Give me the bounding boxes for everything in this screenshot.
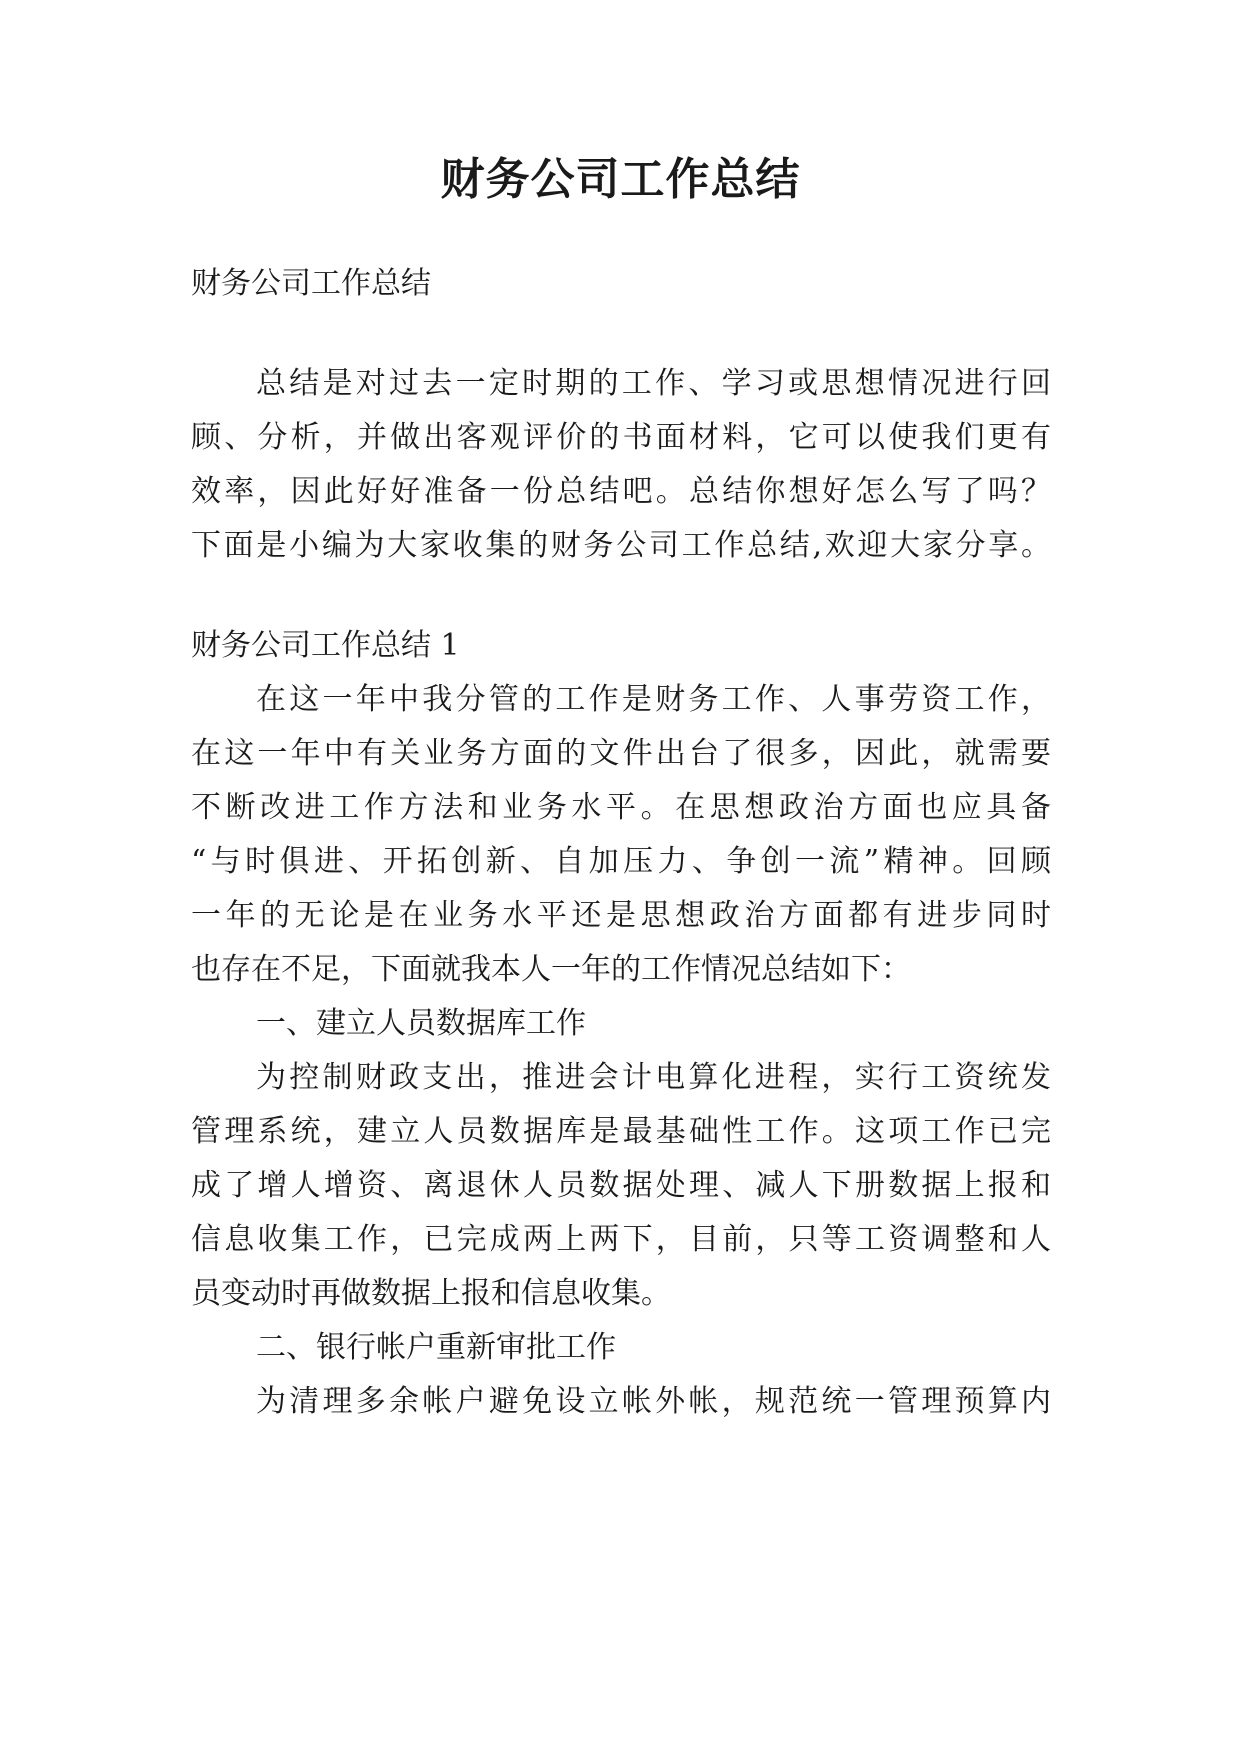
- intro-line: 下面是小编为大家收集的财务公司工作总结,欢迎大家分享。: [191, 528, 1051, 563]
- body-line: 管理系统，建立人员数据库是最基础性工作。这项工作已完: [191, 1114, 1051, 1149]
- body-line: 在这一年中我分管的工作是财务工作、人事劳资工作，: [256, 682, 1051, 717]
- section-heading: 财务公司工作总结 1: [191, 628, 460, 663]
- body-line: 为清理多余帐户避免设立帐外帐，规范统一管理预算内: [256, 1384, 1051, 1419]
- item-heading: 一、建立人员数据库工作: [256, 1006, 586, 1041]
- body-line: “与时俱进、开拓创新、自加压力、争创一流”精神。回顾: [191, 844, 1051, 879]
- intro-line: 总结是对过去一定时期的工作、学习或思想情况进行回: [256, 366, 1051, 401]
- intro-line: 顾、分析，并做出客观评价的书面材料，它可以使我们更有: [191, 420, 1051, 455]
- body-line: 也存在不足，下面就我本人一年的工作情况总结如下：: [191, 952, 911, 987]
- intro-line: 效率，因此好好准备一份总结吧。总结你想好怎么写了吗？: [191, 474, 1051, 509]
- body-line: 为控制财政支出，推进会计电算化进程，实行工资统发: [256, 1060, 1051, 1095]
- body-line: 在这一年中有关业务方面的文件出台了很多，因此，就需要: [191, 736, 1051, 771]
- body-line: 信息收集工作，已完成两上两下，目前，只等工资调整和人: [191, 1222, 1051, 1257]
- body-line: 成了增人增资、离退休人员数据处理、减人下册数据上报和: [191, 1168, 1051, 1203]
- body-line: 一年的无论是在业务水平还是思想政治方面都有进步同时: [191, 898, 1051, 933]
- document-title: 财务公司工作总结: [440, 154, 801, 205]
- document-subtitle: 财务公司工作总结: [191, 266, 431, 301]
- body-line: 不断改进工作方法和业务水平。在思想政治方面也应具备: [191, 790, 1051, 825]
- item-heading: 二、银行帐户重新审批工作: [256, 1330, 616, 1365]
- body-line: 员变动时再做数据上报和信息收集。: [191, 1276, 671, 1311]
